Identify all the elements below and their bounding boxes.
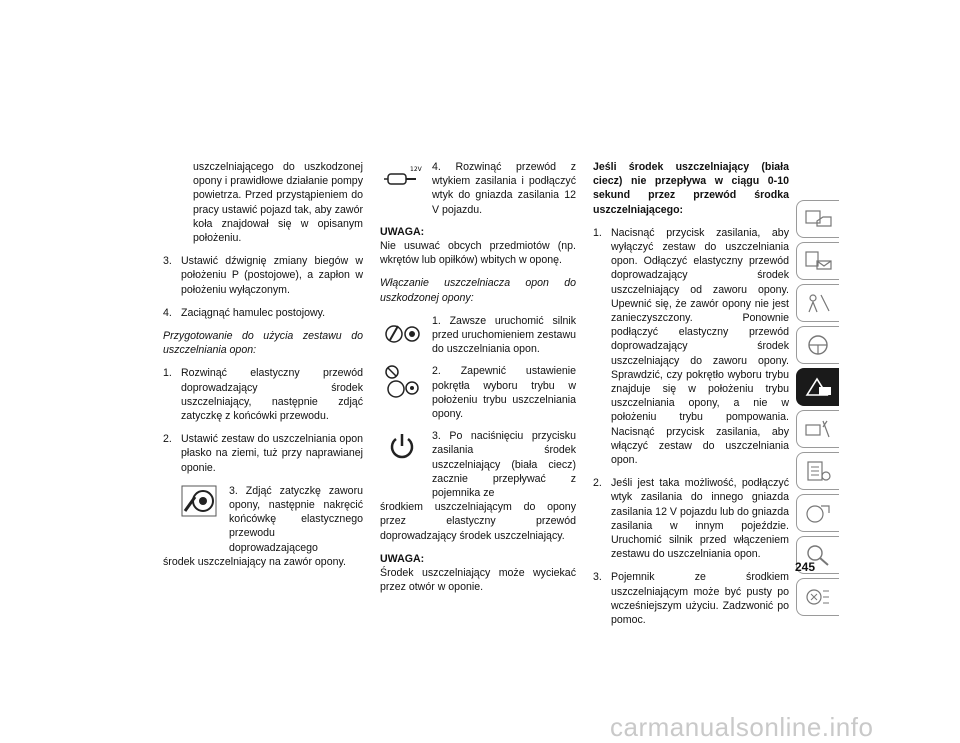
page-number: 245 [795,560,816,574]
step-with-icon [163,484,363,555]
list-item [163,366,363,423]
tab-safety[interactable] [796,284,839,322]
step-1-text: 1. Zawsze uruchomić silnik przed uruchomieniem zestawu do uszczelniania opon. [432,314,576,356]
car-info-icon [803,207,833,231]
column-2 [380,160,576,603]
step-3-lead: 3. Po naciśnięciu przycisku zasilania środek uszczelniający (biała ciecz) zacznie przepływać z pojemnika ze [432,430,576,500]
tab-car-info[interactable] [796,200,839,238]
item-text: Rozwinąć elastyczny przewód doprowadzający środek uszczelniający, następnie zdjąć zatyczkę z końcówki przewodu. [181,367,363,423]
list-item [163,306,363,320]
warning-text: Nie usuwać obcych przedmiotów (np. wkrętów lub opiłków) wbitych w oponę. [380,240,576,267]
list-item [163,432,363,475]
section-heading: Włączanie uszczelniacza opon do uszkodzonej opony: [380,277,576,304]
step-2-text: 2. Zapewnić ustawienie pokrętła wyboru trybu w położeniu trybu uszczelniania opony. [432,365,576,421]
item-number: 1. [163,367,172,380]
step-with-icon [380,314,576,357]
power-plug-icon [380,160,424,194]
column-1 [163,160,363,578]
list-item [163,254,363,297]
step-3-lead: 3. Zdjąć zatyczkę zaworu opony, następnie nakręcić końcówkę elastycznego przewodu doprowadzającego [229,484,363,554]
maintenance-icon [803,417,833,441]
steering-wheel-icon [803,333,833,357]
multimedia-icon [803,501,833,525]
item-text: Pojemnik ze środkiem uszczelniającym może być pusty po wcześniejszym użyciu. Zadzwonić po pomoc. [611,571,789,627]
item-number: 2. [593,477,602,490]
step-3-tail: środek uszczelniający na zawór opony. [163,555,346,568]
chapter-tabs [796,200,840,620]
safety-icon [803,291,833,315]
mail-car-icon [803,249,833,273]
warning-text: Środek uszczelniający może wyciekać przez otwór w oponie. [380,567,576,594]
step-with-icon [380,160,576,217]
column-3 [593,160,789,636]
engine-start-icon [380,314,424,348]
item-text: Jeśli jest taka możliwość, podłączyć wtyk zasilania do innego gniazda zasilania 12 V pojazdu lub do gniazda zasilania w innym pojeździe. Uruchomić silnik przed włączeniem zestawu do uszczelniania opon. [611,477,789,561]
list-item [593,570,789,627]
item-number: 3. [593,571,602,584]
watermark: carmanualsonline.info [610,712,874,742]
section-heading: Przygotowanie do użycia zestawu do uszczelniania opon: [163,330,363,357]
tab-steering[interactable] [796,326,839,364]
step-with-icon [380,429,576,500]
item-text: Ustawić zestaw do uszczelniania opon płasko na ziemi, tuż przy naprawianej oponie. [181,433,363,474]
tab-specifications[interactable] [796,452,839,490]
tab-index[interactable] [796,578,839,616]
roadside-warning-icon [803,375,833,399]
warning-title: UWAGA: [380,225,425,238]
step-4-text: 4. Rozwinąć przewód z wtykiem zasilania i podłączyć wtyk do gniazda zasilania 12 V pojazdu. [432,161,576,216]
item-number: 2. [163,433,172,446]
tab-maintenance[interactable] [796,410,839,448]
tab-mail-car[interactable] [796,242,839,280]
index-icon [803,585,833,609]
step-3-tail: środkiem uszczelniającym do opony przez elastyczny przewód doprowadzający środek uszczelniający. [380,501,576,542]
item-text: Nacisnąć przycisk zasilania, aby wyłączyć zestaw do uszczelniania opon. Odłączyć elastyczny przewód doprowadzający środek uszczelniający od zaworu opony. Upewnić się, że zawór opony nie jest zanieczyszczony. Ponownie podłączyć elastyczny przewód doprowadzający środek uszczelniający do zaworu opony. Sprawdzić, czy pokrętło wyboru trybu znajduje się w położeniu trybu uszczelniania opony, a nie w położeniu trybu pompowania. Nacisnąć przycisk zasilania, aby włączyć zestaw do uszczelniania opon. [611,226,789,467]
warning-title: UWAGA: [380,552,425,565]
mode-selector-icon [380,364,424,398]
tab-roadside[interactable] [796,368,839,406]
item-text: Zaciągnąć hamulec postojowy. [181,306,326,319]
tab-multimedia[interactable] [796,494,839,532]
item-number: 1. [593,226,602,239]
list-item [593,476,789,561]
section-heading: Jeśli środek uszczelniający (biała ciecz) nie przepływa w ciągu 0-10 sekund przez przewód środka uszczelniającego: [593,161,789,216]
tire-valve-icon [177,484,221,518]
list-item [593,226,789,467]
paragraph-continued: uszczelniającego do uszkodzonej opony i prawidłowe działanie pompy powietrza. Przed przystąpieniem do pracy ustawić pojazd tak, aby zawór koła znajdował się w opisanym położeniu. [193,161,363,245]
item-number: 4. [163,306,172,319]
item-text: Ustawić dźwignię zmiany biegów w położeniu P (postojowe), a zapłon w położeniu wyłączonym. [181,255,363,296]
power-button-icon [380,429,424,463]
step-with-icon [380,364,576,421]
svg-text:12V: 12V [410,166,422,173]
item-number: 3. [163,255,172,268]
specifications-icon [803,459,833,483]
